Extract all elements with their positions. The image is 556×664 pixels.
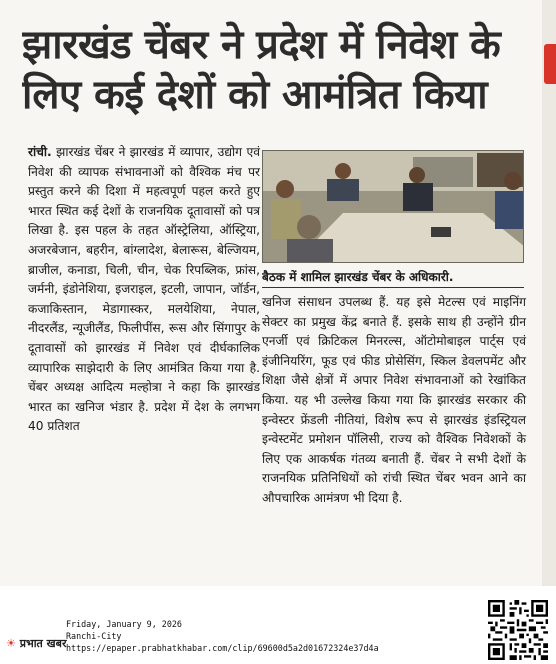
prabhat-khabar-logo: [6, 636, 66, 651]
article-headline: [22, 20, 528, 120]
meeting-photo-illustration: [263, 151, 524, 263]
headline-line-2: लिए कई देशों को आमंत्रित किया: [22, 72, 488, 118]
article-column-right: खनिज संसाधन उपलब्ध हैं. यह इसे मेटल्स एवं माइनिंग सेक्टर का प्रमुख केंद्र बनाते हैं. इसके साथ ही उन्होंने ग्रीन एनर्जी एवं क्रिटिकल मिनरल्स, ऑटोमोबाइल पार्ट्स एवं इंजीनियरिंग, फूड एवं फीड प्रोसेसिंग, स्किल डेवलपमेंट और शिक्षा जैसे क्षेत्रों में अपार निवेश संभावनाओं को रेखांकित किया. यह भी उल्लेख किया गया कि झारखंड सरकार की इन्वेस्टर फ्रेंडली नीतियां, विशेष रूप से झारखंड इंडस्ट्रियल इन्वेस्टमेंट प्रमोशन पॉलिसी, राज्य को वैश्विक निवेशकों के लिए एक आकर्षक गंतव्य बनाती हैं. चेंबर ने सभी देशों के राजनयिक प्रतिनिधियों को रांची स्थित चेंबर भवन आने का औपचारिक आमंत्रण भी दिया है.: [262, 295, 526, 505]
left-body-text: झारखंड चेंबर ने झारखंड में व्यापार, उद्योग एवं निवेश की व्यापक संभावनाओं को वैश्विक मंच पर प्रस्तुत करने की दिशा में महत्वपूर्ण पहल करते हुए भारत स्थित कई देशों के राजनयिक दूतावासों को पत्र लिखा है. इस पहल के तहत ऑस्ट्रेलिया, ऑस्ट्रिया, अजरबेजान, बहरीन, बांग्लादेश, बेलारूस, बेल्जियम, ब्राजील, कनाडा, चिली, चीन, चेक रिपब्लिक, फ्रांस, जर्मनी, इंडोनेशिया, इजराइल, इटली, जापान, जॉर्डन, कजाकिस्तान, मेडागास्कर, मलयेशिया, नेपाल, नीदरलैंड, न्यूजीलैंड, फिलीपींस, रूस और सिंगापुर के दूतावासों को झारखंड में निवेश एवं दीर्घकालिक व्यापारिक साझेदारी के लिए आमंत्रित किया गया है. चेंबर अध्यक्ष आदित्य मल्होत्रा ने कहा कि झारखंड भारत का खनिज भंडार है. प्रदेश में देश के लगभग 40 प्रतिशत: [28, 145, 261, 434]
clip-metadata: [66, 618, 379, 654]
headline-line-1: झारखंड चेंबर ने प्रदेश में निवेश के: [22, 22, 501, 68]
photo-caption: बैठक में शामिल झारखंड चेंबर के अधिकारी.: [262, 266, 524, 288]
adjacent-page-strip: [542, 0, 556, 586]
sun-logo-icon: ☀: [6, 637, 16, 650]
dateline: रांची.: [28, 145, 52, 159]
clip-footer: [0, 596, 556, 664]
meeting-photo: [262, 150, 524, 263]
clip-edition: Ranchi-City: [66, 631, 122, 641]
adjacent-page-red-mark: [544, 44, 556, 84]
clip-url[interactable]: https://epaper.prabhatkhabar.com/clip/69600d5a2d01672324e37d4a: [66, 643, 379, 653]
qr-code-icon[interactable]: [488, 600, 548, 660]
article-column-left: [28, 143, 260, 437]
logo-text: प्रभात खबर: [19, 637, 67, 650]
clip-date: Friday, January 9, 2026: [66, 619, 182, 629]
